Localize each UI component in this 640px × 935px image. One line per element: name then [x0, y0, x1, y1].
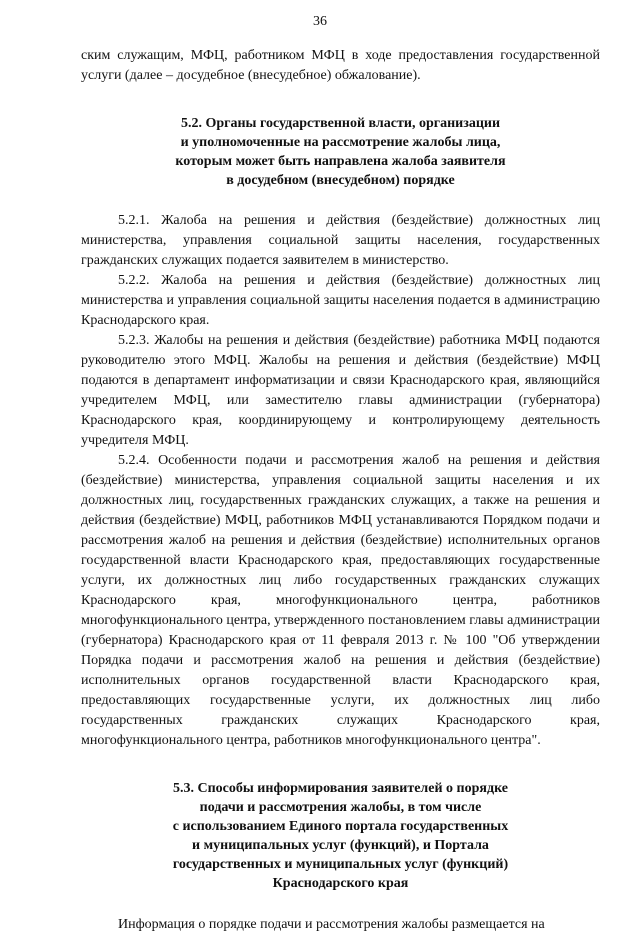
section-5-3-heading [81, 779, 600, 893]
intro-paragraph: ским служащим, МФЦ, работником МФЦ в ходе предоставления государственной услуги (далее – досудебное (внесудебное) обжалование). [81, 48, 600, 83]
page-number: 36 [313, 14, 327, 29]
heading-line: Краснодарского края [272, 876, 409, 891]
heading-line: которым может быть направлена жалоба заявителя [175, 154, 506, 169]
heading-line: с использованием Единого портала государственных [172, 819, 509, 834]
document-body [81, 46, 600, 935]
heading-line: подачи и рассмотрения жалобы, в том числе [199, 800, 482, 815]
heading-line: и уполномоченные на рассмотрение жалобы лица, [180, 135, 501, 150]
section-5-2-heading [81, 114, 600, 190]
heading-line: 5.2. Органы государственной власти, организации [180, 116, 501, 131]
paragraph-5-2-1: 5.2.1. Жалоба на решения и действия (бездействие) должностных лиц министерства, управления социальной защиты населения, государственных гражданских служащих подается заявителем в министерство. [81, 213, 600, 268]
heading-line: государственных и муниципальных услуг (функций) [172, 857, 509, 872]
paragraph-5-2-3: 5.2.3. Жалобы на решения и действия (бездействие) работника МФЦ подаются руководителю этого МФЦ. Жалобы на решения и действия (бездействие) МФЦ подаются в департамент информатизации и связи Краснодарского края, являющийся учредителем МФЦ, или заместителю главы администрации (губернатора) Краснодарского края, координирующему и контролирующему деятельность учредителя МФЦ. [81, 333, 600, 448]
paragraph-5-3: Информация о порядке подачи и рассмотрения жалобы размещается на [118, 917, 545, 932]
heading-line: и муниципальных услуг (функций), и Портала [192, 838, 489, 853]
heading-line: 5.3. Способы информирования заявителей о порядке [172, 781, 508, 796]
paragraph-5-2-4: 5.2.4. Особенности подачи и рассмотрения жалоб на решения и действия (бездействие) министерства, управления социальной защиты населения и их должностных лиц, государственных гражданских служащих, а также на решения и действия (бездействие) МФЦ, работников МФЦ устанавливаются Порядком подачи и рассмотрения жалоб на решения и действия (бездействие) исполнительных органов государственной власти Краснодарского края, предоставляющих государственные услуги, их должностных лиц либо государственных гражданских служащих Краснодарского края, многофункционального центра, работников многофункционального центра, утвержденного постановлением главы администрации (губернатора) Краснодарского края от 11 февраля 2013 г. № 100 "Об утверждении Порядка подачи и рассмотрения жалоб на решения и действия (бездействие) исполнительных органов государственной власти Краснодарского края, предоставляющих государственные услуги, их должностных лиц либо государственных гражданских служащих Краснодарского края, многофункционального центра, работников многофункционального центра". [81, 453, 600, 748]
heading-line: в досудебном (внесудебном) порядке [226, 173, 455, 188]
paragraph-5-2-2: 5.2.2. Жалоба на решения и действия (бездействие) должностных лиц министерства и управления социальной защиты населения подается в администрацию Краснодарского края. [81, 273, 600, 328]
